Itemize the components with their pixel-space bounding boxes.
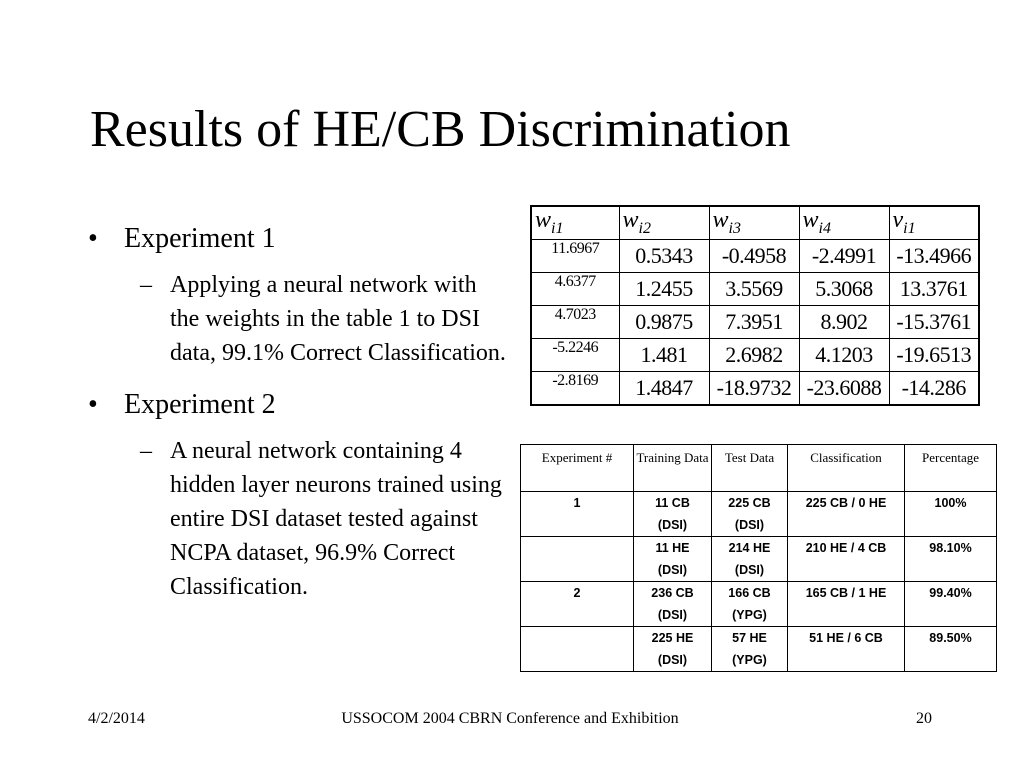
weights-cell: 11.6967 <box>531 240 619 273</box>
test-data-cell: 225 CB (DSI) <box>712 492 788 537</box>
weights-cell: 4.7023 <box>531 306 619 339</box>
weights-cell: -5.2246 <box>531 339 619 372</box>
test-data-cell: 214 HE (DSI) <box>712 537 788 582</box>
experiments-header-cell: Classification <box>788 445 905 492</box>
experiment-number-cell: 1 <box>521 492 634 537</box>
weights-cell: -15.3761 <box>889 306 979 339</box>
experiment-number-cell <box>521 627 634 672</box>
classification-cell: 225 CB / 0 HE <box>788 492 905 537</box>
weights-header-cell: $w_{i3}$ <box>709 206 799 240</box>
footer-event: USSOCOM 2004 CBRN Conference and Exhibition <box>341 710 679 727</box>
dash-marker: – <box>140 438 152 464</box>
bullet-experiment-1 <box>88 222 508 256</box>
experiments-table <box>520 444 997 672</box>
percentage-cell: 98.10% <box>905 537 997 582</box>
experiments-row <box>521 582 997 627</box>
experiments-header-cell: Percentage <box>905 445 997 492</box>
weights-row <box>531 273 979 306</box>
experiment-number-cell <box>521 537 634 582</box>
classification-cell: 51 HE / 6 CB <box>788 627 905 672</box>
weights-cell: -13.4966 <box>889 240 979 273</box>
experiments-header-cell: Experiment # <box>521 445 634 492</box>
training-data-cell: 11 HE (DSI) <box>634 537 712 582</box>
footer-page-number: 20 <box>916 710 932 727</box>
bullet-text: Experiment 1 <box>124 223 276 254</box>
percentage-cell: 100% <box>905 492 997 537</box>
test-data-cell: 166 CB (YPG) <box>712 582 788 627</box>
test-data-cell: 57 HE (YPG) <box>712 627 788 672</box>
weights-cell: 4.6377 <box>531 273 619 306</box>
weights-header-cell: $w_{i4}$ <box>799 206 889 240</box>
bullet-dot: • <box>88 223 98 254</box>
experiments-header-row <box>521 445 997 492</box>
weights-cell: -2.8169 <box>531 372 619 406</box>
bullet-text: Experiment 2 <box>124 389 276 420</box>
classification-cell: 210 HE / 4 CB <box>788 537 905 582</box>
weights-header-row <box>531 206 979 240</box>
bullet-list <box>88 222 508 604</box>
weights-cell: -14.286 <box>889 372 979 406</box>
slide-title: Results of HE/CB Discrimination <box>90 101 791 158</box>
weights-cell: 0.9875 <box>619 306 709 339</box>
experiments-row <box>521 537 997 582</box>
dash-marker: – <box>140 272 152 298</box>
experiment-number-cell: 2 <box>521 582 634 627</box>
weights-cell: 7.3951 <box>709 306 799 339</box>
weights-cell: 3.5569 <box>709 273 799 306</box>
weights-cell: -19.6513 <box>889 339 979 372</box>
weights-cell: -0.4958 <box>709 240 799 273</box>
experiments-header-cell: Test Data <box>712 445 788 492</box>
bullet-experiment-2 <box>88 388 508 422</box>
weights-cell: 8.902 <box>799 306 889 339</box>
sub-bullet-experiment-2 <box>140 434 508 604</box>
classification-cell: 165 CB / 1 HE <box>788 582 905 627</box>
weights-cell: -18.9732 <box>709 372 799 406</box>
percentage-cell: 99.40% <box>905 582 997 627</box>
weights-cell: 0.5343 <box>619 240 709 273</box>
training-data-cell: 236 CB (DSI) <box>634 582 712 627</box>
weights-cell: 1.2455 <box>619 273 709 306</box>
sub-bullet-text: A neural network containing 4 hidden layer neurons trained using entire DSI dataset tested against NCPA dataset, 96.9% Correct Classification. <box>170 438 502 600</box>
weights-table <box>530 205 980 406</box>
weights-cell: -23.6088 <box>799 372 889 406</box>
weights-cell: 5.3068 <box>799 273 889 306</box>
weights-header-cell: $w_{i2}$ <box>619 206 709 240</box>
weights-row <box>531 339 979 372</box>
weights-row <box>531 372 979 406</box>
percentage-cell: 89.50% <box>905 627 997 672</box>
footer-date: 4/2/2014 <box>88 710 145 727</box>
weights-cell: 2.6982 <box>709 339 799 372</box>
training-data-cell: 225 HE (DSI) <box>634 627 712 672</box>
weights-row <box>531 240 979 273</box>
experiments-header-cell: Training Data <box>634 445 712 492</box>
experiments-row <box>521 627 997 672</box>
weights-header-cell: $v_{i1}$ <box>889 206 979 240</box>
training-data-cell: 11 CB (DSI) <box>634 492 712 537</box>
sub-bullet-text: Applying a neural network with the weights in the table 1 to DSI data, 99.1% Correct Classification. <box>170 272 506 366</box>
weights-cell: 4.1203 <box>799 339 889 372</box>
weights-header-cell: $w_{i1}$ <box>531 206 619 240</box>
weights-cell: 1.481 <box>619 339 709 372</box>
weights-row <box>531 306 979 339</box>
weights-cell: 1.4847 <box>619 372 709 406</box>
weights-cell: -2.4991 <box>799 240 889 273</box>
bullet-dot: • <box>88 389 98 420</box>
experiments-row <box>521 492 997 537</box>
weights-cell: 13.3761 <box>889 273 979 306</box>
sub-bullet-experiment-1 <box>140 268 508 370</box>
